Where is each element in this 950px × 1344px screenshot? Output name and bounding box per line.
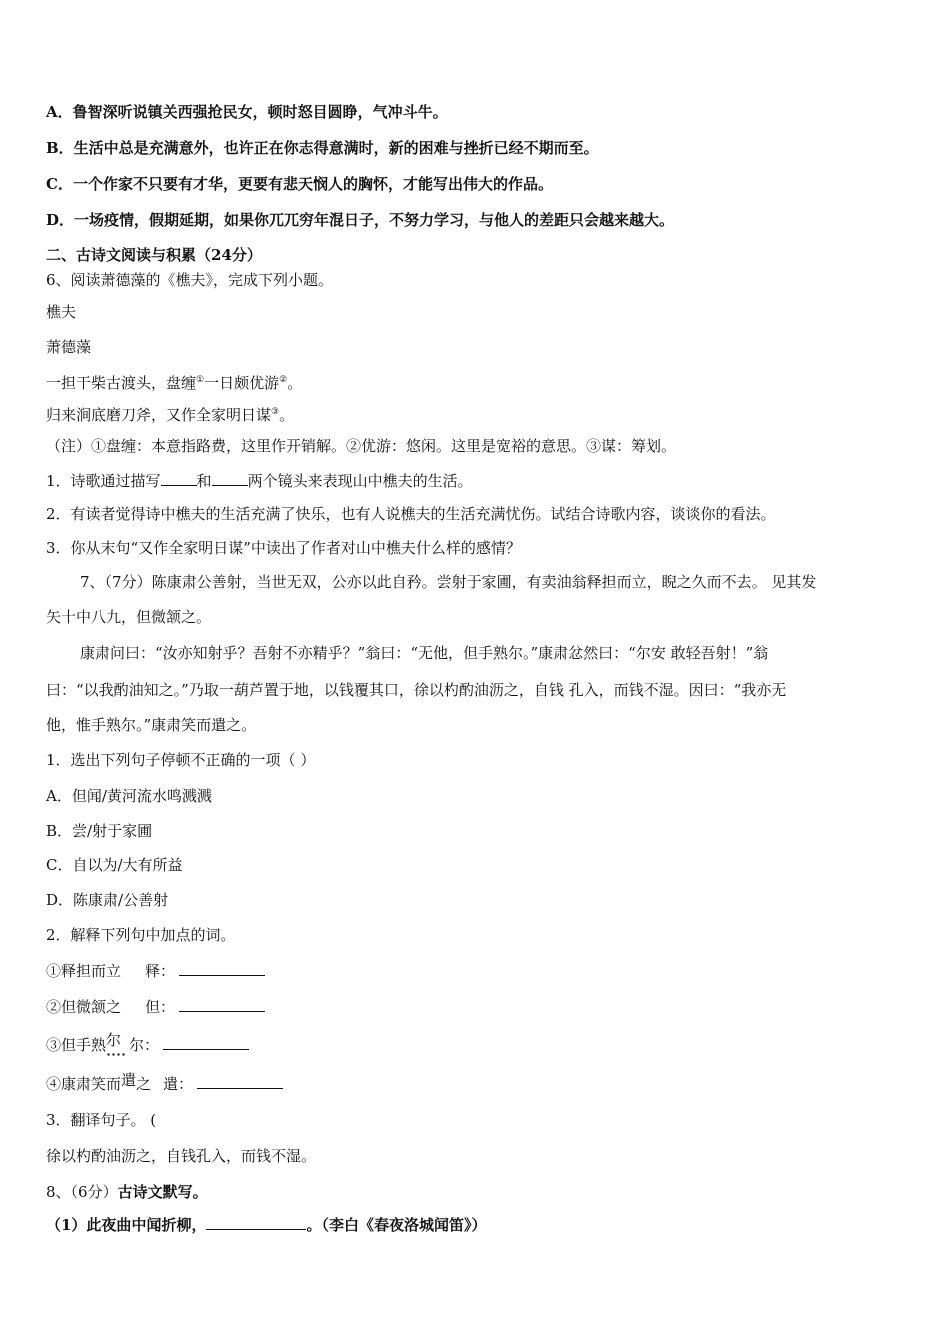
answer-blank[interactable] bbox=[212, 470, 248, 486]
q7-para2-line3: 他，惟手熟尔。”康肃笑而遣之。 bbox=[46, 716, 257, 734]
option-a: A．鲁智深听说镇关西强抢民女，顿时怒目圆睁，气冲斗牛。 bbox=[46, 103, 448, 121]
q8-heading bbox=[46, 1182, 906, 1202]
word-item-1-sentence: ①释担而立 bbox=[46, 962, 122, 980]
word-item-3-sentence-a: ③但手熟 bbox=[46, 1036, 107, 1054]
q7-option-a: A．但闻/黄河流水鸣溅溅 bbox=[46, 787, 212, 805]
option-c: C．一个作家不只要有才华，更要有悲天悯人的胸怀，才能写出伟大的作品。 bbox=[46, 175, 553, 193]
option-b: B．生活中总是充满意外，也许正在你志得意满时，新的困难与挫折已经不期而至。 bbox=[46, 139, 599, 157]
answer-blank[interactable] bbox=[206, 1214, 306, 1230]
word-item-4-label: 遣： bbox=[163, 1075, 194, 1093]
q7-para1-line2: 矢十中八九，但微颔之。 bbox=[46, 608, 212, 626]
poem-line-2 bbox=[46, 402, 906, 425]
q8-heading-title: 古诗文默写。 bbox=[117, 1183, 208, 1201]
q6-sub2: 2．有读者觉得诗中樵夫的生活充满了快乐，也有人说樵夫的生活充满忧伤。试结合诗歌内容，谈谈你的看法。 bbox=[46, 505, 776, 523]
answer-blank[interactable] bbox=[161, 470, 197, 486]
poem-line-1-part-b: 一日颇优游 bbox=[204, 374, 280, 392]
word-item-4-sentence-a: ④康肃笑而 bbox=[46, 1075, 122, 1093]
option-d: D．一场疫情，假期延期，如果你兀兀穷年混日子，不努力学习，与他人的差距只会越来越大。 bbox=[46, 211, 675, 229]
answer-blank[interactable] bbox=[197, 1073, 283, 1089]
word-item-4 bbox=[46, 1073, 906, 1094]
q6-sub3: 3．你从末句“又作全家明日谋”中读出了作者对山中樵夫什么样的感情？ bbox=[46, 539, 521, 557]
poem-note: （注）①盘缠：本意指路费，这里作开销解。②优游：悠闲。这里是宽裕的意思。③谋：筹划。 bbox=[46, 437, 677, 455]
q7-sub1: 1．选出下列句子停顿不正确的一项（ ） bbox=[46, 751, 316, 769]
q6-intro: 6、阅读萧德藻的《樵夫》，完成下列小题。 bbox=[46, 271, 334, 289]
poem-line-1-part-c: 。 bbox=[287, 374, 303, 392]
word-item-3-label: 尔： bbox=[129, 1036, 160, 1054]
poem-line-2-part-a: 归来涧底磨刀斧，又作全家明日谋 bbox=[46, 406, 272, 424]
word-item-2-sentence: ②但微颔之 bbox=[46, 998, 122, 1016]
poem-author: 萧德藻 bbox=[46, 338, 92, 356]
q6-sub1 bbox=[46, 470, 906, 491]
q7-option-b: B．尝/射于家圃 bbox=[46, 822, 153, 840]
word-item-3 bbox=[46, 1031, 906, 1055]
translate-sentence: 徐以杓酌油沥之，自钱孔入，而钱不湿。 bbox=[46, 1147, 317, 1165]
section-heading: 二、古诗文阅读与积累（24分） bbox=[46, 246, 262, 264]
q7-para2-line1: 康肃问曰：“汝亦知射乎？吾射不亦精乎？”翁曰：“无他，但手熟尔。”康肃忿然曰：“尔安 敢轻吾射！”翁 bbox=[80, 644, 769, 662]
q6-sub1-text-c: 两个镜头来表现山中樵夫的生活。 bbox=[247, 472, 473, 490]
poem-line-1 bbox=[46, 370, 906, 393]
word-item-1-label: 释： bbox=[145, 962, 176, 980]
q6-sub1-text-a: 1．诗歌通过描写 bbox=[46, 472, 161, 490]
q7-option-d: D．陈康肃/公善射 bbox=[46, 891, 169, 909]
q7-option-c: C．自以为/大有所益 bbox=[46, 856, 183, 874]
poem-title: 樵夫 bbox=[46, 303, 77, 321]
footnote-mark-1: ① bbox=[196, 375, 205, 385]
q8-item-1-text-b: 。（李白《春夜洛城闻笛》） bbox=[306, 1216, 487, 1234]
q7-para1-line1: 7、（7分）陈康肃公善射，当世无双，公亦以此自矜。尝射于家圃，有卖油翁释担而立，睨之久而不去。 见其发 bbox=[80, 573, 817, 591]
poem-line-2-part-b: 。 bbox=[279, 406, 295, 424]
answer-blank[interactable] bbox=[179, 996, 265, 1012]
answer-blank[interactable] bbox=[179, 960, 265, 976]
word-item-2 bbox=[46, 996, 906, 1017]
emphasis-dotted-word: 尔 bbox=[106, 1031, 122, 1049]
footnote-mark-3: ③ bbox=[271, 407, 280, 417]
word-item-2-label: 但： bbox=[145, 998, 176, 1016]
word-item-1 bbox=[46, 960, 906, 981]
footnote-mark-2: ② bbox=[279, 375, 288, 385]
q7-sub3: 3．翻译句子。 ( bbox=[46, 1111, 157, 1129]
q8-item-1 bbox=[46, 1214, 906, 1235]
q7-sub2: 2．解释下列句中加点的词。 bbox=[46, 926, 236, 944]
q8-item-1-text-a: （1）此夜曲中闻折柳， bbox=[46, 1216, 207, 1234]
word-item-4-sentence-c: 之 bbox=[136, 1075, 152, 1093]
q7-para2-line2: 曰：“以我酌油知之。”乃取一葫芦置于地，以钱覆其口，徐以杓酌油沥之，自钱 孔入，而钱不湿。因曰：“我亦无 bbox=[46, 681, 787, 699]
poem-line-1-part-a: 一担干柴古渡头，盘缠 bbox=[46, 374, 197, 392]
word-item-4-emphasis: 遣 bbox=[121, 1071, 137, 1089]
q8-heading-score: 8、（6分） bbox=[46, 1183, 118, 1201]
answer-blank[interactable] bbox=[163, 1034, 249, 1050]
q6-sub1-text-b: 和 bbox=[196, 472, 212, 490]
